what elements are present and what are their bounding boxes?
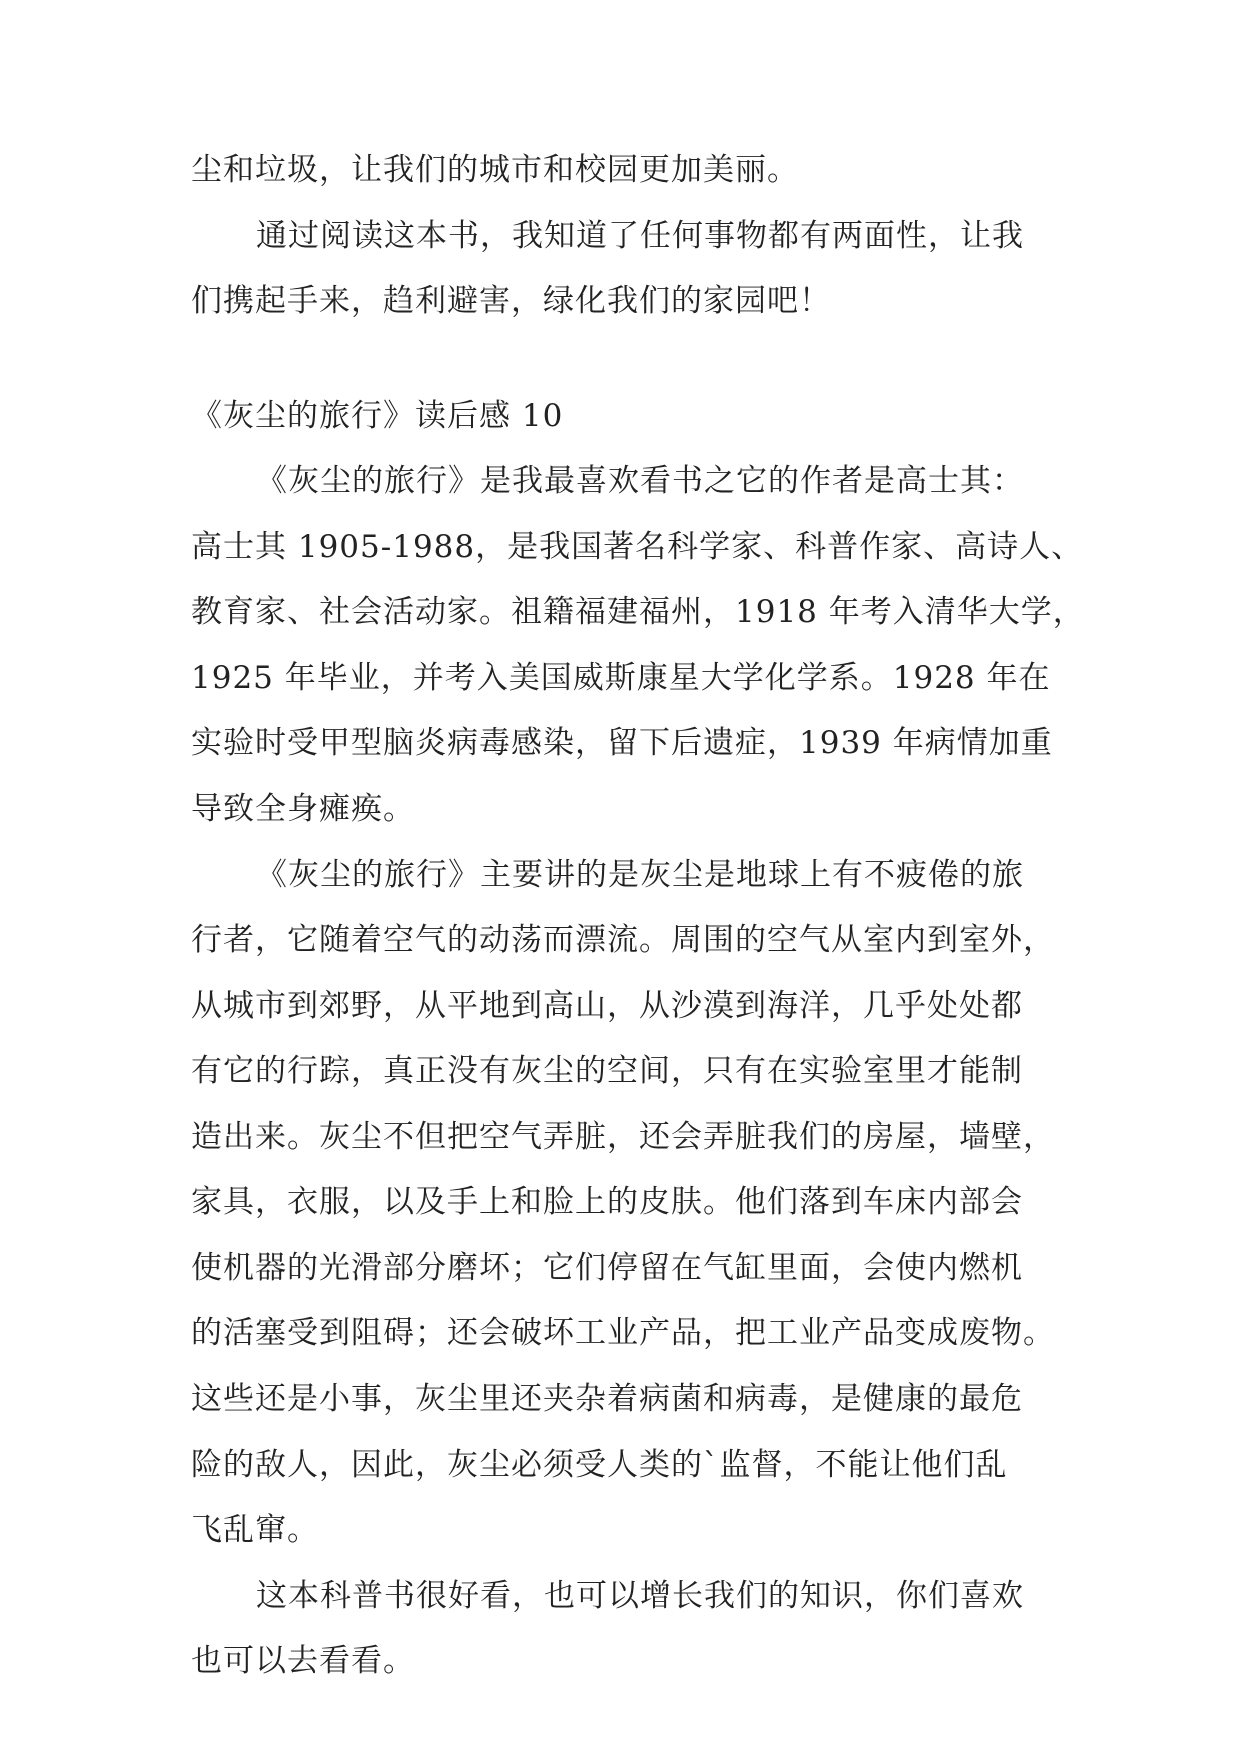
text-line: 家具，衣服，以及手上和脸上的皮肤。他们落到车床内部会 — [191, 1184, 1023, 1220]
paragraph-start-line: 《灰尘的旅行》是我最喜欢看书之它的作者是高士其： — [256, 463, 1024, 499]
text-line: 从城市到郊野，从平地到高山，从沙漠到海洋，几乎处处都 — [191, 988, 1023, 1024]
paragraph-start-line: 通过阅读这本书，我知道了任何事物都有两面性，让我 — [256, 218, 1024, 254]
text-line: 使机器的光滑部分磨坏；它们停留在气缸里面，会使内燃机 — [191, 1250, 1023, 1286]
paragraph-start-line: 这本科普书很好看，也可以增长我们的知识，你们喜欢 — [256, 1578, 1024, 1614]
text-line: 行者，它随着空气的动荡而漂流。周围的空气从室内到室外， — [191, 922, 1055, 958]
text-line: 飞乱窜。 — [191, 1512, 319, 1548]
text-line: 教育家、社会活动家。祖籍福建福州，1918 年考入清华大学， — [191, 594, 1085, 630]
text-line: 实验时受甲型脑炎病毒感染，留下后遗症，1939 年病情加重 — [191, 725, 1053, 761]
text-line: 高士其 1905-1988，是我国著名科学家、科普作家、高诗人、 — [191, 529, 1084, 565]
text-line: 有它的行踪，真正没有灰尘的空间，只有在实验室里才能制 — [191, 1053, 1023, 1089]
paragraph-start-line: 《灰尘的旅行》主要讲的是灰尘是地球上有不疲倦的旅 — [256, 857, 1024, 893]
text-line: 造出来。灰尘不但把空气弄脏，还会弄脏我们的房屋，墙壁， — [191, 1119, 1055, 1155]
text-line: 1925 年毕业，并考入美国威斯康星大学化学系。1928 年在 — [191, 660, 1051, 696]
text-line: 导致全身瘫痪。 — [191, 791, 415, 827]
text-line: 也可以去看看。 — [191, 1643, 415, 1679]
text-line: 们携起手来，趋利避害，绿化我们的家园吧！ — [191, 283, 831, 319]
text-line: 险的敌人，因此，灰尘必须受人类的`监督，不能让他们乱 — [191, 1447, 1008, 1483]
text-line: 尘和垃圾，让我们的城市和校园更加美丽。 — [191, 152, 799, 188]
text-line: 这些还是小事，灰尘里还夹杂着病菌和病毒，是健康的最危 — [191, 1381, 1023, 1417]
text-line: 的活塞受到阻碍；还会破坏工业产品，把工业产品变成废物。 — [191, 1315, 1055, 1351]
section-heading: 《灰尘的旅行》读后感 10 — [191, 398, 564, 434]
